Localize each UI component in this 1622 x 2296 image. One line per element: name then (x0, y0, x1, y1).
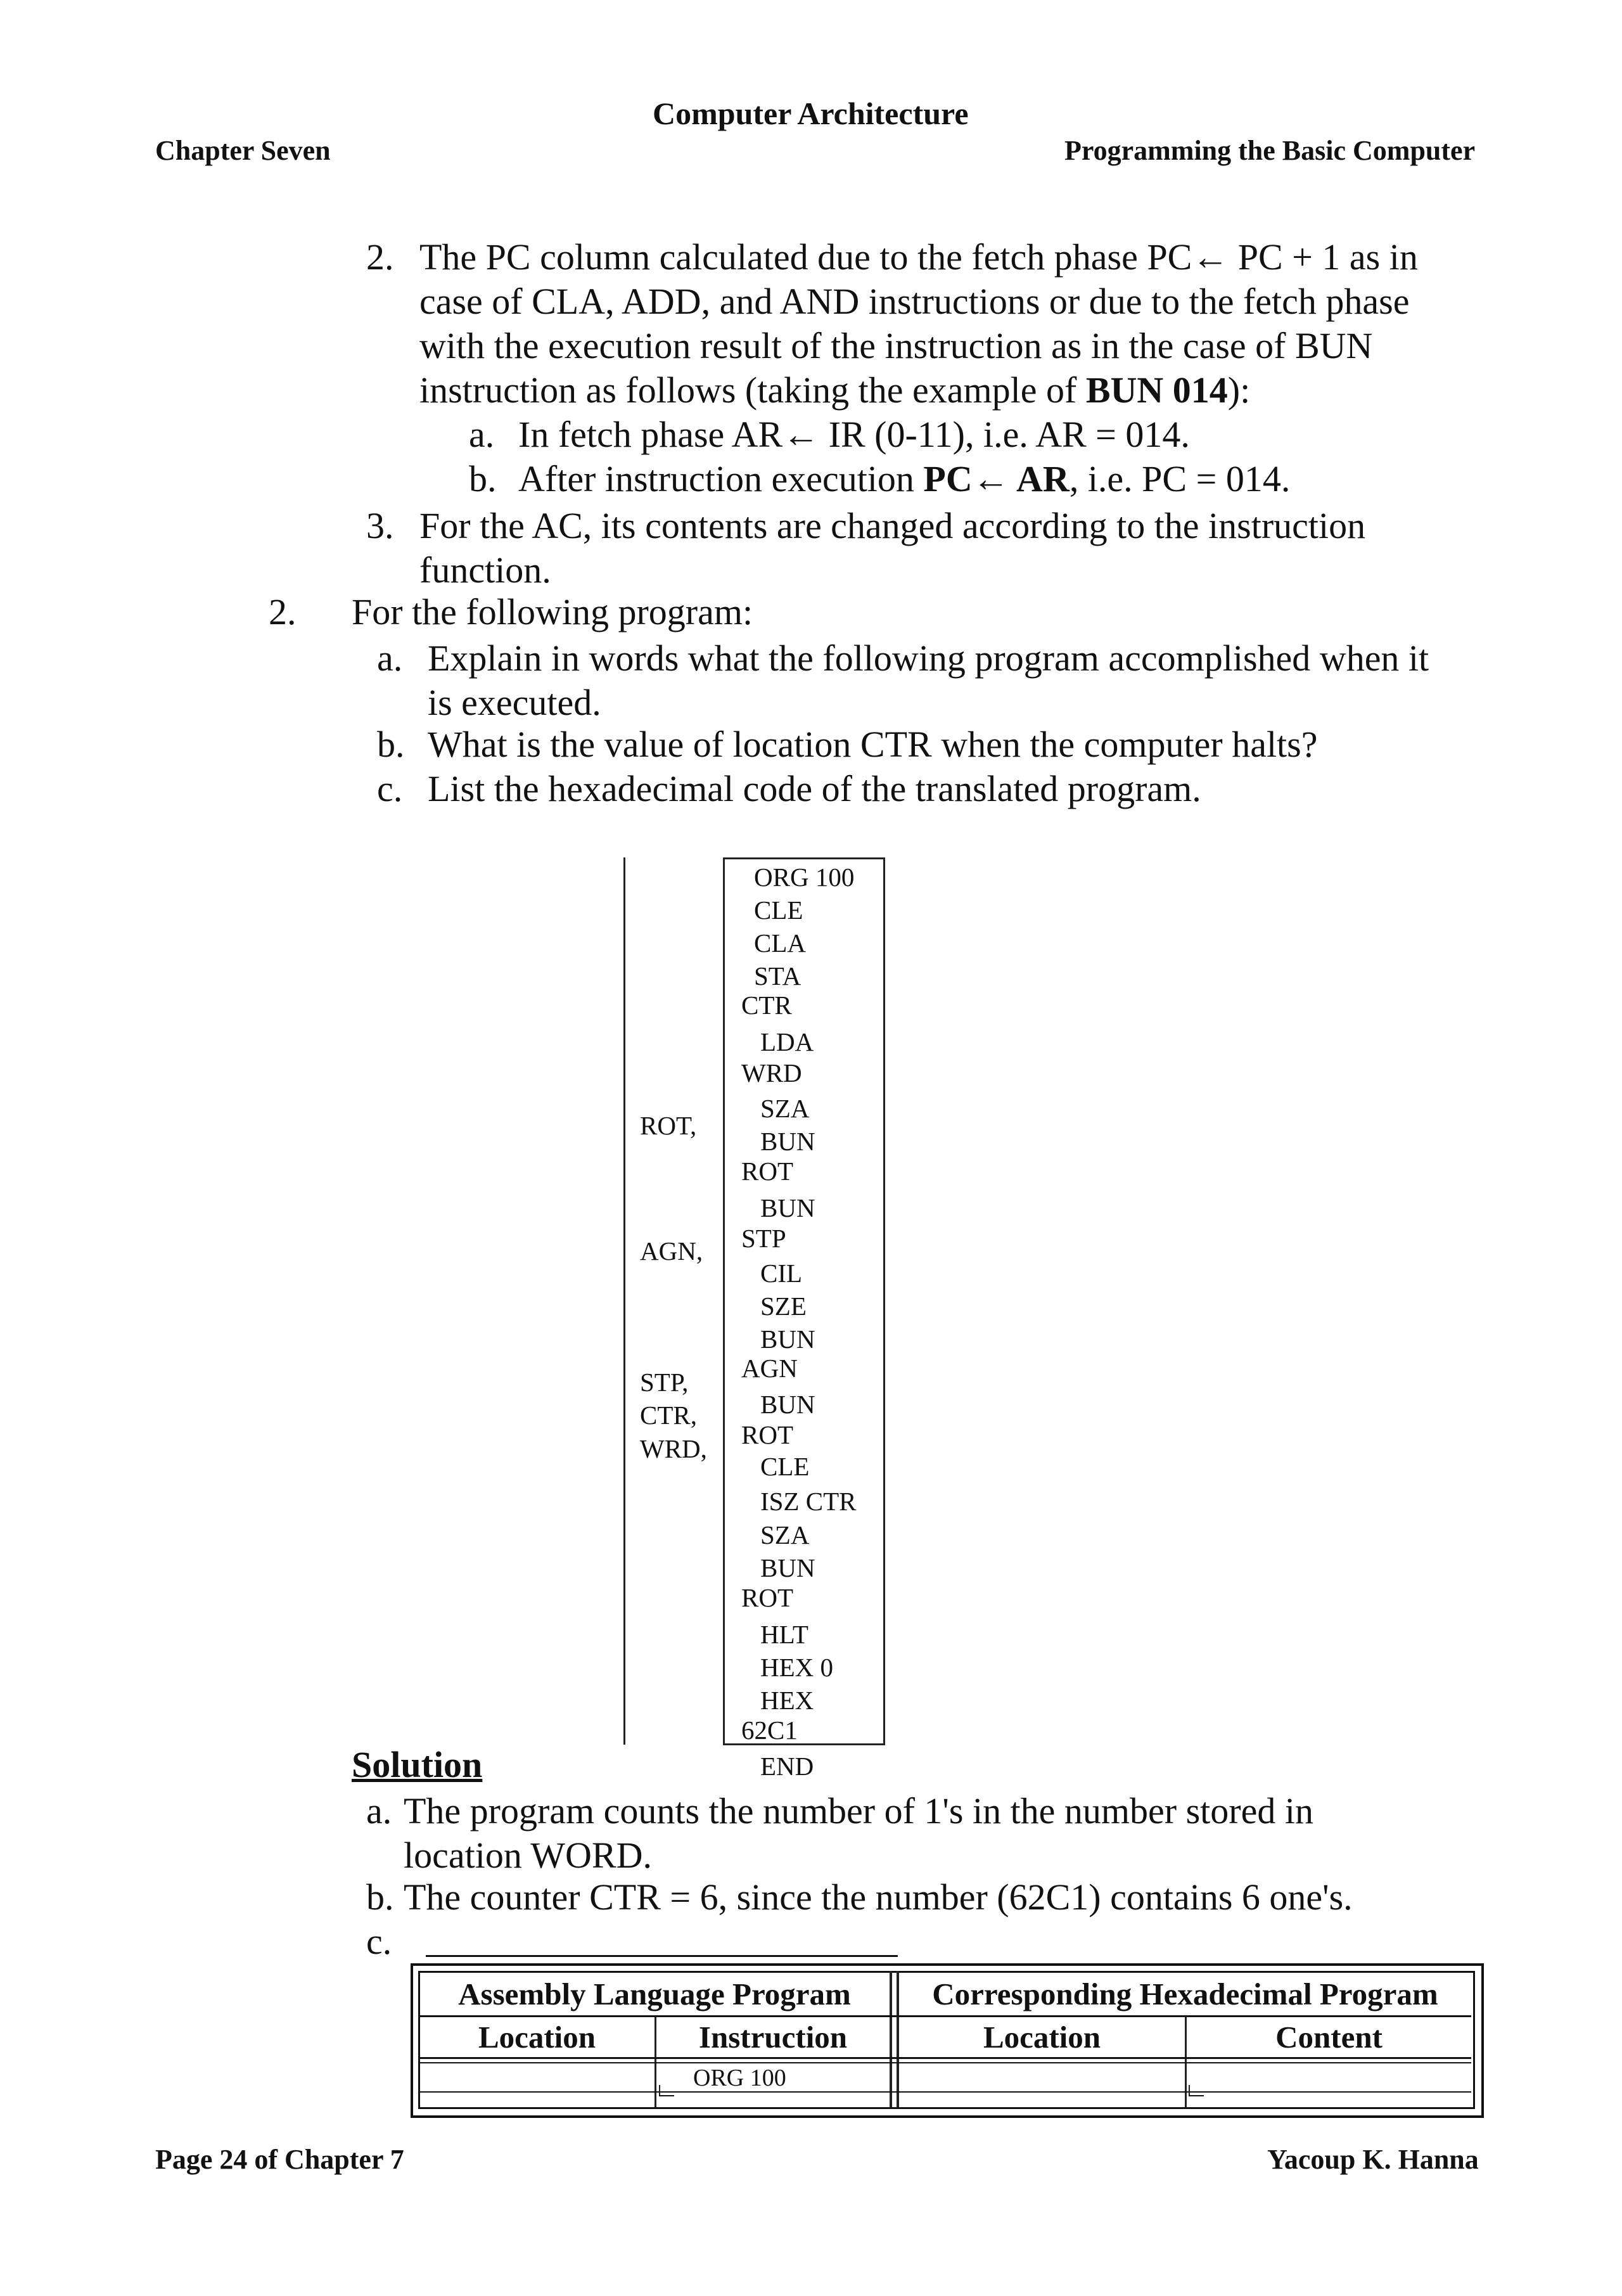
label-agn: AGN, (640, 1236, 703, 1266)
program-line: ISZ CTR (760, 1487, 857, 1516)
program-line: ORG 100 (754, 863, 855, 892)
label-rot: ROT, (640, 1111, 697, 1140)
paragraph-line (419, 368, 1250, 413)
program-line: ROT (741, 1157, 793, 1186)
table-divider (890, 1971, 892, 2107)
program-line: CLE (754, 895, 803, 925)
paragraph-line: with the execution result of the instruction as in the case of BUN (419, 325, 1373, 366)
solution-text: The counter CTR = 6, since the number (62C1) contains 6 one's. (404, 1876, 1353, 1918)
program-line: ROT (741, 1583, 793, 1612)
col-location: Location (478, 2020, 596, 2055)
text-span: After instruction execution (518, 458, 924, 499)
paragraph-line: case of CLA, ADD, and AND instructions or due to the fetch phase (419, 281, 1410, 322)
subitem-text (518, 457, 1290, 501)
program-line: 62C1 (741, 1716, 798, 1745)
program-line: BUN (760, 1127, 815, 1156)
program-line: BUN (760, 1193, 815, 1222)
subitem-label: c. (377, 768, 403, 809)
program-line: CLE (760, 1452, 810, 1481)
paragraph-line: The PC column calculated due to the fetch phase PC← PC + 1 as in (419, 236, 1418, 278)
program-line: BUN (760, 1390, 815, 1419)
footer-author: Yacoup K. Hanna (1267, 2144, 1479, 2175)
question-number: 2. (269, 591, 297, 632)
program-line: CLA (754, 928, 806, 958)
program-line: LDA (760, 1027, 814, 1056)
program-line: SZA (760, 1520, 810, 1549)
text-span: instruction as follows (taking the example of (419, 369, 1086, 411)
table-row-rule (419, 2062, 1471, 2063)
solution-text: location WORD. (404, 1835, 652, 1876)
table-tick (659, 2095, 674, 2096)
question-text: For the following program: (352, 591, 753, 632)
table-row-rule (419, 2091, 1471, 2093)
program-line: BUN (760, 1553, 815, 1582)
subitem-text: Explain in words what the following program accomplished when it (428, 638, 1429, 679)
solution-label: b. (366, 1876, 394, 1918)
header-section: Programming the Basic Computer (1064, 135, 1476, 166)
subitem-text: What is the value of location CTR when the computer halts? (428, 724, 1318, 765)
solution-heading: Solution (352, 1744, 483, 1785)
subitem-text: is executed. (428, 682, 601, 723)
program-line: CIL (760, 1259, 803, 1288)
paragraph-line: function. (419, 549, 551, 591)
text-span: , i.e. PC = 014. (1069, 458, 1291, 499)
program-line: HEX (760, 1686, 814, 1715)
solution-label: a. (366, 1790, 392, 1831)
label-ctr: CTR, (640, 1401, 697, 1430)
subitem-label: b. (469, 458, 497, 499)
bold-span: BUN 014 (1085, 369, 1228, 411)
program-line: STA (754, 961, 801, 991)
program-line: END (760, 1752, 814, 1781)
table-row-rule (419, 2015, 1471, 2017)
program-line: SZA (760, 1094, 810, 1123)
program-line: AGN (741, 1354, 798, 1383)
subitem-label: a. (377, 638, 403, 679)
program-line: STP (741, 1224, 786, 1253)
col-instruction: Instruction (698, 2020, 848, 2055)
asm-header: Assembly Language Program (458, 1977, 851, 2011)
solution-text: The program counts the number of 1's in the number stored in (404, 1790, 1313, 1831)
program-line: BUN (760, 1324, 815, 1354)
label-wrd: WRD, (640, 1434, 707, 1463)
table-cell-instruction: ORG 100 (693, 2065, 786, 2091)
program-line: HEX 0 (760, 1653, 834, 1682)
document-title: Computer Architecture (653, 96, 969, 131)
text-span: ): (1227, 369, 1251, 411)
item-number: 3. (366, 505, 394, 546)
listing-left-rule (623, 857, 625, 1745)
subitem-text: In fetch phase AR← IR (0-11), i.e. AR = 014. (518, 414, 1190, 455)
col-location-hex: Location (983, 2020, 1101, 2055)
header-chapter: Chapter Seven (155, 135, 331, 166)
item-number: 2. (366, 236, 394, 278)
table-tick (1189, 2095, 1204, 2096)
program-line: SZE (760, 1292, 807, 1321)
program-line: HLT (760, 1620, 808, 1649)
table-row-rule (419, 2057, 1471, 2059)
paragraph-line: For the AC, its contents are changed according to the instruction (419, 505, 1366, 546)
subitem-text: List the hexadecimal code of the translated program. (428, 768, 1201, 809)
program-line: ROT (741, 1420, 793, 1449)
answer-blank-line (426, 1955, 898, 1957)
program-line: WRD (741, 1058, 802, 1087)
solution-label: c. (366, 1921, 392, 1962)
col-content: Content (1275, 2020, 1383, 2055)
bold-span: PC← AR (923, 458, 1070, 499)
program-line: CTR (741, 991, 792, 1020)
subitem-label: b. (377, 724, 405, 765)
footer-page: Page 24 of Chapter 7 (155, 2144, 404, 2175)
label-stp: STP, (640, 1368, 689, 1397)
hex-header: Corresponding Hexadecimal Program (932, 1977, 1438, 2011)
subitem-label: a. (469, 414, 495, 455)
